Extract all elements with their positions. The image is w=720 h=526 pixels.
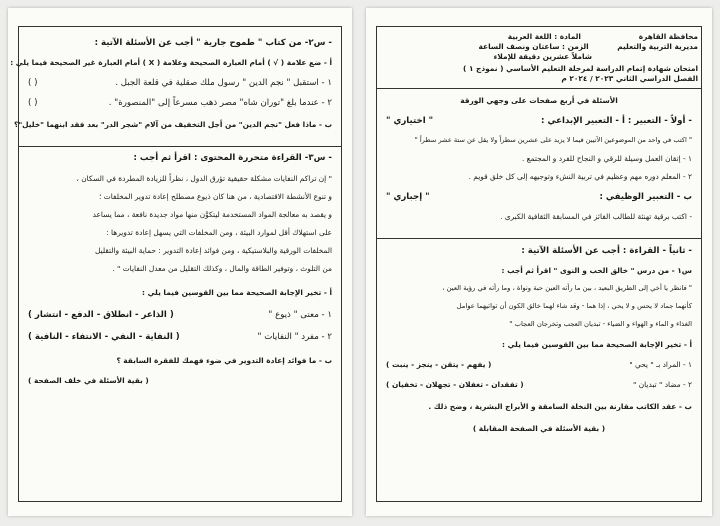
reading-choice-2 bbox=[386, 380, 692, 389]
topic-2: ٢ - المعلم دوره مهم وعظيم في تربية النشء وتوجيهه إلى كل خلق قويم . bbox=[468, 172, 692, 181]
choice-options: ( الذاعر - انطلاق - الدفع - انتشار ) bbox=[28, 310, 174, 320]
pages-note: الأسئلة في أربع صفحات على وجهي الورقة bbox=[460, 96, 618, 105]
section-1b-task: - اكتب برقية تهنئة للطالب الفائز في المسابقة الثقافية الكبرى . bbox=[500, 212, 692, 221]
exam-term: الفصل الدراسي الثاني ٢٠٢٣ / ٢٠٢٤ م bbox=[561, 74, 698, 83]
choice-item-1 bbox=[28, 310, 332, 321]
section-2-q1: س١ - من درس " خالق الحب و النوى " اقرأ ثم أجب : bbox=[501, 266, 692, 275]
left-exam-page bbox=[8, 8, 352, 516]
choice-label: ٢ - مفرد " النفايات " bbox=[257, 332, 332, 342]
question-2a: أ - ضع علامة ( √ ) أمام العبارة الصحيحة وعلامة ( X ) أمام العبارة غير الصحيحة فيما يلي : bbox=[10, 58, 332, 67]
passage-line: المخلفات الورقية والبلاستيكية ، ومن فوائد إعادة التدوير : حماية البيئة والتقليل bbox=[95, 246, 332, 255]
choice-label: ١ - معنى " ذيوع " bbox=[268, 310, 332, 320]
reading-passage-line: الغذاء و الماء و الهواء و الضياء - تبديان العجب وتخرجان العجاب " bbox=[509, 320, 692, 328]
header-row-1 bbox=[380, 32, 698, 41]
passage-line: " إن تراكم النفايات مشكلة حقيقية تؤرق الدول ، نظراً للزيادة المطردة في السكان ، bbox=[76, 174, 332, 183]
answer-box: ( ) bbox=[28, 78, 38, 88]
item-text: ١ - استقبل " نجم الدين " رسول ملك صقلية في قلعة الجبل . bbox=[115, 78, 332, 88]
section-2a: أ - تخير الإجابة الصحيحة مما بين القوسين فيما يلي : bbox=[502, 340, 692, 349]
true-false-item-1 bbox=[28, 78, 332, 89]
reading-choice-1 bbox=[386, 360, 692, 369]
reading-passage-line: " فانظر يا أخي إلى الطريق البعيد ، بين ما رأته العين حبة ونواة ، وما رأته في رؤية العين ، bbox=[442, 284, 692, 292]
divider bbox=[18, 146, 342, 147]
divider bbox=[376, 238, 702, 239]
duration: الزمن : ساعتان ونصف الساعة bbox=[478, 42, 589, 51]
passage-line: على استهلاك أقل لموارد البيئة ، ومن المخلفات التي يسهل إعادة تدويرها : bbox=[106, 228, 332, 237]
section-2-heading: - ثانياً - القراءة : أجب عن الأسئلة الآتية : bbox=[521, 246, 692, 256]
item-text: ٢ - عندما بلغ "توران شاه" مصر ذهب مسرعاً إلى "المنصورة" . bbox=[108, 98, 332, 108]
choice-item-2 bbox=[28, 332, 332, 343]
directorate: مديرية التربية والتعليم bbox=[617, 42, 698, 51]
choice-options: ( يفهم - يتقن - ينجز - ينبت ) bbox=[386, 360, 492, 369]
passage-line: و يقصد به معالجة المواد المستخدمة ليتكوَّن منها مواد جديدة نافعة ، مما يساعد bbox=[92, 210, 332, 219]
choice-options: ( تفقدان - تغفلان - تجهلان - تخفيان ) bbox=[386, 380, 524, 389]
passage-line: من التلوث ، وتوفير الطاقة والمال ، وكذلك التقليل من معدل النفايات " . bbox=[112, 264, 332, 273]
reading-passage-line: كأنهما جماد لا يحس و لا يحي ، إذا هما - وقد شاء لهما خالق الكون أن تواتيهما عوامل bbox=[456, 302, 692, 310]
true-false-item-2 bbox=[28, 98, 332, 109]
passage-line: و تنوع الأنشطة الاقتصادية ، من هنا كان ذيوع مصطلح إعادة تدوير المخلفات ؛ bbox=[99, 192, 332, 201]
question-2-heading: - س٢- من كتاب " طموح جارية " أجب عن الأسئلة الآتية : bbox=[94, 38, 332, 48]
choice-options: ( النفاية - النفي - الانتفاء - النافية ) bbox=[28, 332, 180, 342]
continue-note: ( بقية الأسئلة في خلف الصفحة ) bbox=[28, 376, 149, 385]
exam-title: امتحان شهادة إتمام الدراسة لمرحلة التعليم الأساسي ( نموذج ١ ) bbox=[463, 64, 698, 73]
question-3b: ب - ما فوائد إعادة التدوير في ضوء فهمك للفقرة السابقة ؟ bbox=[116, 356, 332, 365]
right-exam-page bbox=[366, 8, 712, 516]
choice-label: ١ - المراد بـ " يحي " bbox=[629, 360, 692, 369]
section-1b-heading: ب - التعبير الوظيفي : " إجباري " bbox=[386, 192, 692, 202]
continue-note: ( بقية الأسئلة في الصفحة المقابلة ) bbox=[472, 424, 606, 433]
section-2b: ب - عقد الكاتب مقارنة بين النخلة السامقة و الأبراج البشرية ، وضح ذلك . bbox=[428, 402, 692, 411]
answer-box: ( ) bbox=[28, 98, 38, 108]
section-1-instruction: " اكتب في واحد من الموضوعين الآتيين فيما لا يزيد على عشرين سطراً ولا يقل عن ستة عشر سطراً " bbox=[414, 136, 692, 144]
question-2b: ب - ماذا فعل "نجم الدين" من أجل التخفيف من آلام "شجر الدر" بعد فقد ابنهما "خليل"؟ bbox=[14, 120, 332, 129]
topic-1: ١ - إتقان العمل وسيلة للرقي و النجاح للفرد و المجتمع . bbox=[521, 154, 692, 163]
mandatory-tag: " إجباري " bbox=[386, 192, 430, 202]
question-3a: أ - تخير الإجابة الصحيحة مما بين القوسين فيما يلي : bbox=[142, 288, 332, 297]
question-3-heading: - س٣- القراءة متحررة المحتوى : اقرأ ثم أجب : bbox=[133, 153, 332, 163]
optional-tag: " اختياري " bbox=[386, 116, 434, 126]
section-1-heading: - أولاً - التعبير : أ - التعبير الإبداعي : " اختياري " bbox=[386, 116, 692, 126]
choice-label: ٢ - مضاد " تبديان " bbox=[632, 380, 692, 389]
subject: المادة : اللغة العربية bbox=[507, 32, 581, 41]
governorate: محافظة القاهرة bbox=[638, 32, 698, 41]
duration-note: شاملاً عشرين دقيقة للإملاء bbox=[493, 52, 592, 61]
divider bbox=[376, 88, 702, 89]
header-row-2 bbox=[380, 42, 698, 51]
